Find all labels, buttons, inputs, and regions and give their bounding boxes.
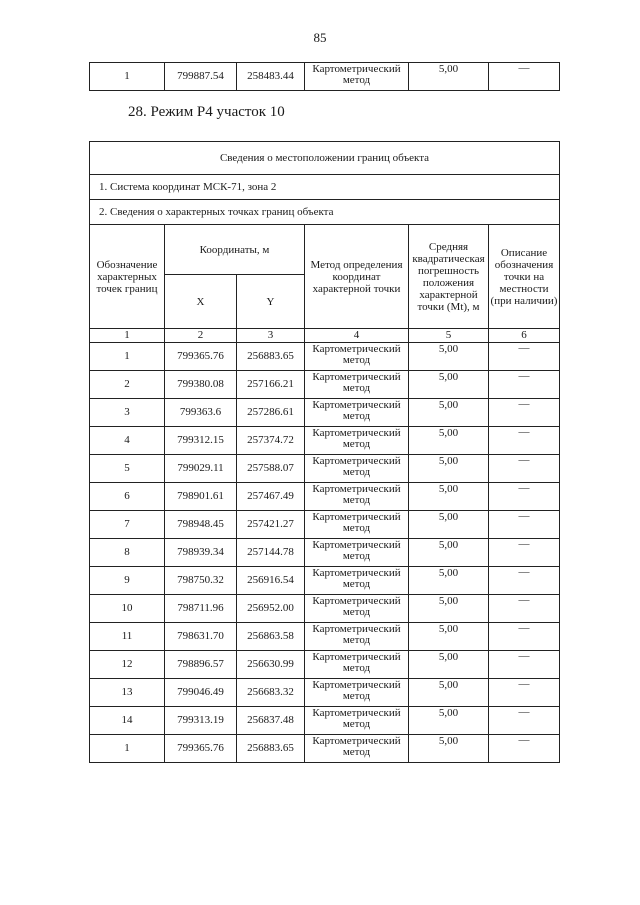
y-coordinate-cell: 256863.58 bbox=[237, 623, 305, 651]
previous-table bbox=[89, 62, 560, 91]
method-cell: Картометрический метод bbox=[305, 707, 409, 735]
coordinate-system-line: 1. Система координат МСК-71, зона 2 bbox=[90, 175, 560, 200]
description-cell: — bbox=[489, 483, 560, 511]
column-number: 2 bbox=[165, 329, 237, 343]
x-coordinate-cell: 799046.49 bbox=[165, 679, 237, 707]
column-number: 3 bbox=[237, 329, 305, 343]
y-coordinate-cell: 256683.32 bbox=[237, 679, 305, 707]
x-coordinate-cell: 799365.76 bbox=[165, 343, 237, 371]
x-coordinate-cell: 799380.08 bbox=[165, 371, 237, 399]
error-cell: 5,00 bbox=[409, 511, 489, 539]
point-number-cell: 6 bbox=[90, 483, 165, 511]
error-cell: 5,00 bbox=[409, 651, 489, 679]
point-number-cell: 5 bbox=[90, 455, 165, 483]
error-cell: 5,00 bbox=[409, 343, 489, 371]
table-row bbox=[90, 595, 560, 623]
method-cell: Картометрический метод bbox=[305, 63, 409, 91]
table-row bbox=[90, 511, 560, 539]
x-coordinate-cell: 799312.15 bbox=[165, 427, 237, 455]
error-cell: 5,00 bbox=[409, 595, 489, 623]
point-number-cell: 8 bbox=[90, 539, 165, 567]
method-cell: Картометрический метод bbox=[305, 679, 409, 707]
previous-table-body bbox=[90, 63, 560, 91]
point-number-cell: 7 bbox=[90, 511, 165, 539]
header-x: X bbox=[165, 275, 237, 329]
y-coordinate-cell: 257144.78 bbox=[237, 539, 305, 567]
x-coordinate-cell: 798750.32 bbox=[165, 567, 237, 595]
description-cell: — bbox=[489, 539, 560, 567]
y-coordinate-cell: 257374.72 bbox=[237, 427, 305, 455]
table-row bbox=[90, 63, 560, 91]
table-row bbox=[90, 539, 560, 567]
y-coordinate-cell: 257286.61 bbox=[237, 399, 305, 427]
table-title: Сведения о местоположении границ объекта bbox=[90, 142, 560, 175]
error-cell: 5,00 bbox=[409, 427, 489, 455]
method-cell: Картометрический метод bbox=[305, 735, 409, 763]
description-cell: — bbox=[489, 399, 560, 427]
description-cell: — bbox=[489, 623, 560, 651]
header-error: Средняя квадратическая погрешность положения характерной точки (Mt), м bbox=[409, 225, 489, 329]
point-number-cell: 1 bbox=[90, 343, 165, 371]
error-cell: 5,00 bbox=[409, 679, 489, 707]
description-cell: — bbox=[489, 707, 560, 735]
column-number: 6 bbox=[489, 329, 560, 343]
method-cell: Картометрический метод bbox=[305, 539, 409, 567]
header-description: Описание обозначения точки на местности (при наличии) bbox=[489, 225, 560, 329]
x-coordinate-cell: 799313.19 bbox=[165, 707, 237, 735]
table-row bbox=[90, 707, 560, 735]
error-cell: 5,00 bbox=[409, 539, 489, 567]
boundary-points-table bbox=[89, 141, 560, 763]
method-cell: Картометрический метод bbox=[305, 343, 409, 371]
column-number: 1 bbox=[90, 329, 165, 343]
header-coordinates: Координаты, м bbox=[165, 225, 305, 275]
y-coordinate-cell: 256837.48 bbox=[237, 707, 305, 735]
point-number-cell: 3 bbox=[90, 399, 165, 427]
error-cell: 5,00 bbox=[409, 399, 489, 427]
column-number: 5 bbox=[409, 329, 489, 343]
description-cell: — bbox=[489, 371, 560, 399]
table-row bbox=[90, 371, 560, 399]
point-number-cell: 14 bbox=[90, 707, 165, 735]
error-cell: 5,00 bbox=[409, 735, 489, 763]
header-y: Y bbox=[237, 275, 305, 329]
method-cell: Картометрический метод bbox=[305, 399, 409, 427]
x-coordinate-cell: 799363.6 bbox=[165, 399, 237, 427]
description-cell: — bbox=[489, 343, 560, 371]
characteristic-points-line: 2. Сведения о характерных точках границ объекта bbox=[90, 200, 560, 225]
error-cell: 5,00 bbox=[409, 371, 489, 399]
method-cell: Картометрический метод bbox=[305, 595, 409, 623]
error-cell: 5,00 bbox=[409, 623, 489, 651]
x-coordinate-cell: 799887.54 bbox=[165, 63, 237, 91]
description-cell: — bbox=[489, 735, 560, 763]
method-cell: Картометрический метод bbox=[305, 455, 409, 483]
point-number-cell: 11 bbox=[90, 623, 165, 651]
point-number-cell: 13 bbox=[90, 679, 165, 707]
y-coordinate-cell: 256630.99 bbox=[237, 651, 305, 679]
header-point: Обозначение характерных точек границ bbox=[90, 225, 165, 329]
page-number: 85 bbox=[313, 30, 327, 45]
error-cell: 5,00 bbox=[409, 567, 489, 595]
description-cell: — bbox=[489, 63, 560, 91]
table-row bbox=[90, 455, 560, 483]
table-row bbox=[90, 427, 560, 455]
description-cell: — bbox=[489, 651, 560, 679]
point-number-cell: 10 bbox=[90, 595, 165, 623]
method-cell: Картометрический метод bbox=[305, 511, 409, 539]
error-cell: 5,00 bbox=[409, 483, 489, 511]
y-coordinate-cell: 256883.65 bbox=[237, 343, 305, 371]
error-cell: 5,00 bbox=[409, 63, 489, 91]
table-row bbox=[90, 483, 560, 511]
table-row bbox=[90, 399, 560, 427]
table-row bbox=[90, 623, 560, 651]
method-cell: Картометрический метод bbox=[305, 427, 409, 455]
y-coordinate-cell: 258483.44 bbox=[237, 63, 305, 91]
header-method: Метод определения координат характерной точки bbox=[305, 225, 409, 329]
x-coordinate-cell: 799029.11 bbox=[165, 455, 237, 483]
point-number-cell: 1 bbox=[90, 63, 165, 91]
y-coordinate-cell: 257166.21 bbox=[237, 371, 305, 399]
error-cell: 5,00 bbox=[409, 707, 489, 735]
method-cell: Картометрический метод bbox=[305, 371, 409, 399]
point-number-cell: 12 bbox=[90, 651, 165, 679]
x-coordinate-cell: 798631.70 bbox=[165, 623, 237, 651]
table-row bbox=[90, 343, 560, 371]
description-cell: — bbox=[489, 455, 560, 483]
method-cell: Картометрический метод bbox=[305, 651, 409, 679]
x-coordinate-cell: 798939.34 bbox=[165, 539, 237, 567]
description-cell: — bbox=[489, 595, 560, 623]
error-cell: 5,00 bbox=[409, 455, 489, 483]
table-row bbox=[90, 679, 560, 707]
x-coordinate-cell: 799365.76 bbox=[165, 735, 237, 763]
y-coordinate-cell: 256952.00 bbox=[237, 595, 305, 623]
table-row bbox=[90, 567, 560, 595]
y-coordinate-cell: 257588.07 bbox=[237, 455, 305, 483]
point-number-cell: 1 bbox=[90, 735, 165, 763]
point-number-cell: 2 bbox=[90, 371, 165, 399]
table-row bbox=[90, 651, 560, 679]
y-coordinate-cell: 257421.27 bbox=[237, 511, 305, 539]
description-cell: — bbox=[489, 567, 560, 595]
method-cell: Картометрический метод bbox=[305, 483, 409, 511]
table-row bbox=[90, 735, 560, 763]
description-cell: — bbox=[489, 679, 560, 707]
boundary-points-table-body bbox=[90, 142, 560, 763]
x-coordinate-cell: 798901.61 bbox=[165, 483, 237, 511]
x-coordinate-cell: 798896.57 bbox=[165, 651, 237, 679]
section-heading: 28. Режим Р4 участок 10 bbox=[128, 104, 285, 120]
column-numbers-row bbox=[90, 329, 560, 343]
y-coordinate-cell: 256883.65 bbox=[237, 735, 305, 763]
description-cell: — bbox=[489, 511, 560, 539]
point-number-cell: 9 bbox=[90, 567, 165, 595]
method-cell: Картометрический метод bbox=[305, 567, 409, 595]
column-number: 4 bbox=[305, 329, 409, 343]
x-coordinate-cell: 798711.96 bbox=[165, 595, 237, 623]
method-cell: Картометрический метод bbox=[305, 623, 409, 651]
y-coordinate-cell: 256916.54 bbox=[237, 567, 305, 595]
point-number-cell: 4 bbox=[90, 427, 165, 455]
x-coordinate-cell: 798948.45 bbox=[165, 511, 237, 539]
y-coordinate-cell: 257467.49 bbox=[237, 483, 305, 511]
description-cell: — bbox=[489, 427, 560, 455]
